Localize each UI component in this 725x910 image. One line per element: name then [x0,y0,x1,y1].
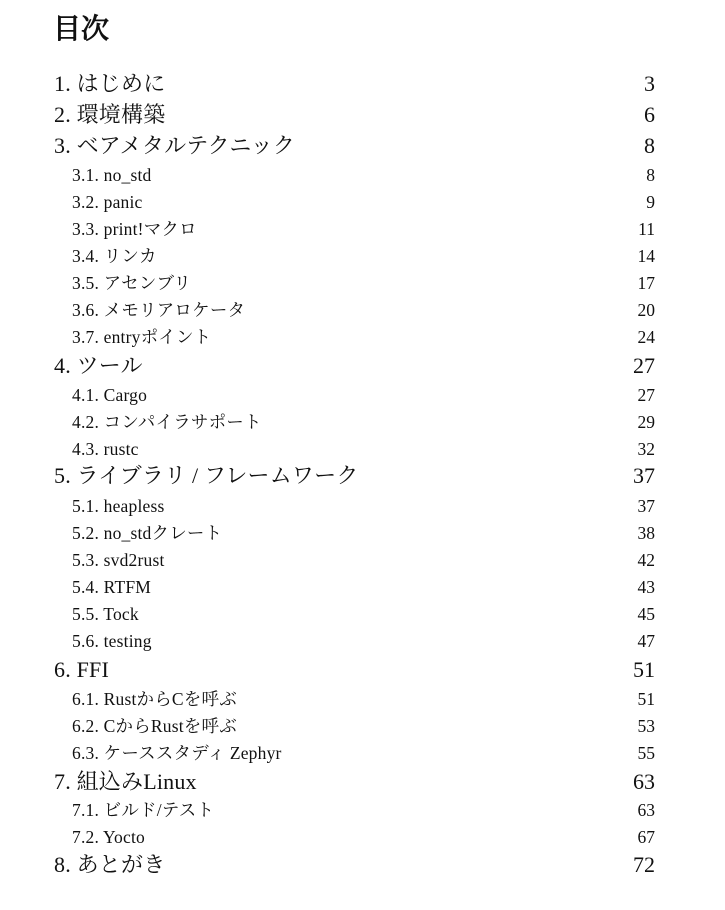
toc-entry-label: 5.2. no_stdクレート [72,523,223,543]
toc-entry-label: 6.3. ケーススタディ Zephyr [72,743,282,763]
toc-entry-label: 5. ライブラリ / フレームワーク [54,463,359,488]
toc-entry-label: 3.1. no_std [72,165,152,185]
toc-page-number: 72 [633,852,655,877]
toc-page-number: 3 [644,71,655,96]
toc-page-number: 67 [637,827,655,847]
page-title: 目次 [53,12,110,45]
toc-entry-label: 3.3. print!マクロ [72,219,197,239]
toc-entry-label: 6. FFI [54,657,109,682]
toc-section-row[interactable] [72,825,655,849]
toc-page-number: 55 [637,743,655,763]
toc-entry-label: 7.1. ビルド/テスト [72,800,215,820]
toc-chapter-row[interactable] [54,352,655,380]
toc-section-row[interactable] [72,687,655,711]
toc-chapter-row[interactable] [54,101,655,129]
toc-page-number: 14 [637,246,655,266]
toc-page-number: 63 [637,800,655,820]
toc-entry-label: 8. あとがき [54,852,166,877]
toc-page-number: 20 [637,300,655,320]
toc-entry-label: 3.7. entryポイント [72,327,212,347]
toc-page-number: 51 [633,657,655,682]
toc-entry-label: 5.3. svd2rust [72,550,165,570]
toc-section-row[interactable] [72,575,655,599]
toc-entry-label: 1. はじめに [54,71,166,96]
toc-page-number: 43 [637,577,655,597]
toc-entry-label: 3. ベアメタルテクニック [54,133,296,158]
toc-section-row[interactable] [72,548,655,572]
toc-page-number: 47 [637,631,655,651]
toc-page-number: 38 [637,523,655,543]
toc-entry-label: 4.3. rustc [72,439,139,459]
toc-section-row[interactable] [72,325,655,349]
toc-section-row[interactable] [72,190,655,214]
toc-page-number: 51 [637,689,655,709]
toc-page-number: 24 [637,327,655,347]
toc-page-number: 27 [633,353,655,378]
toc-page-number: 32 [637,439,655,459]
toc-section-row[interactable] [72,437,655,461]
toc-page-number: 37 [633,463,655,488]
toc-chapter-row[interactable] [54,70,655,98]
toc-page-number: 6 [644,102,655,127]
toc-entry-label: 5.1. heapless [72,496,165,516]
toc-page-number: 9 [646,192,655,212]
toc-section-row[interactable] [72,244,655,268]
toc-entry-label: 7. 組込みLinux [54,769,197,794]
toc-chapter-row[interactable] [54,851,655,879]
toc-section-row[interactable] [72,494,655,518]
toc-entry-label: 3.5. アセンブリ [72,273,192,293]
toc-chapter-row[interactable] [54,656,655,684]
toc-page-number: 63 [633,769,655,794]
toc-section-row[interactable] [72,163,655,187]
toc-section-row[interactable] [72,410,655,434]
toc-entry-label: 3.6. メモリアロケータ [72,300,246,320]
toc-section-row[interactable] [72,602,655,626]
toc-page-number: 42 [637,550,655,570]
toc-entry-label: 3.2. panic [72,192,143,212]
toc-section-row[interactable] [72,798,655,822]
toc-page-number: 8 [646,165,655,185]
toc-entry-label: 4.1. Cargo [72,385,148,405]
toc-page-number: 37 [637,496,655,516]
toc-section-row[interactable] [72,714,655,738]
toc-entry-label: 5.4. RTFM [72,577,152,597]
toc-entry-label: 4. ツール [54,353,143,378]
toc-page-number: 17 [637,273,655,293]
toc-page-number: 8 [644,133,655,158]
toc-entry-label: 5.6. testing [72,631,152,651]
toc-section-row[interactable] [72,271,655,295]
toc-page-number: 45 [637,604,655,624]
toc-chapter-row[interactable] [54,462,655,490]
toc-entry-label: 6.2. CからRustを呼ぶ [72,716,237,736]
toc-page-number: 53 [637,716,655,736]
toc-page-number: 11 [638,219,655,239]
toc-chapter-row[interactable] [54,132,655,160]
toc-entry-label: 6.1. RustからCを呼ぶ [72,689,237,709]
toc-page-number: 29 [637,412,655,432]
toc-chapter-row[interactable] [54,768,655,796]
toc-entry-label: 4.2. コンパイラサポート [72,412,262,432]
toc-section-row[interactable] [72,217,655,241]
toc-entry-label: 5.5. Tock [72,604,139,624]
toc-section-row[interactable] [72,383,655,407]
toc-entry-label: 2. 環境構築 [54,102,166,127]
toc-page-number: 27 [637,385,655,405]
toc-entry-label: 3.4. リンカ [72,246,157,266]
toc-section-row[interactable] [72,629,655,653]
toc-section-row[interactable] [72,521,655,545]
toc-section-row[interactable] [72,741,655,765]
toc-entry-label: 7.2. Yocto [72,827,145,847]
toc-section-row[interactable] [72,298,655,322]
